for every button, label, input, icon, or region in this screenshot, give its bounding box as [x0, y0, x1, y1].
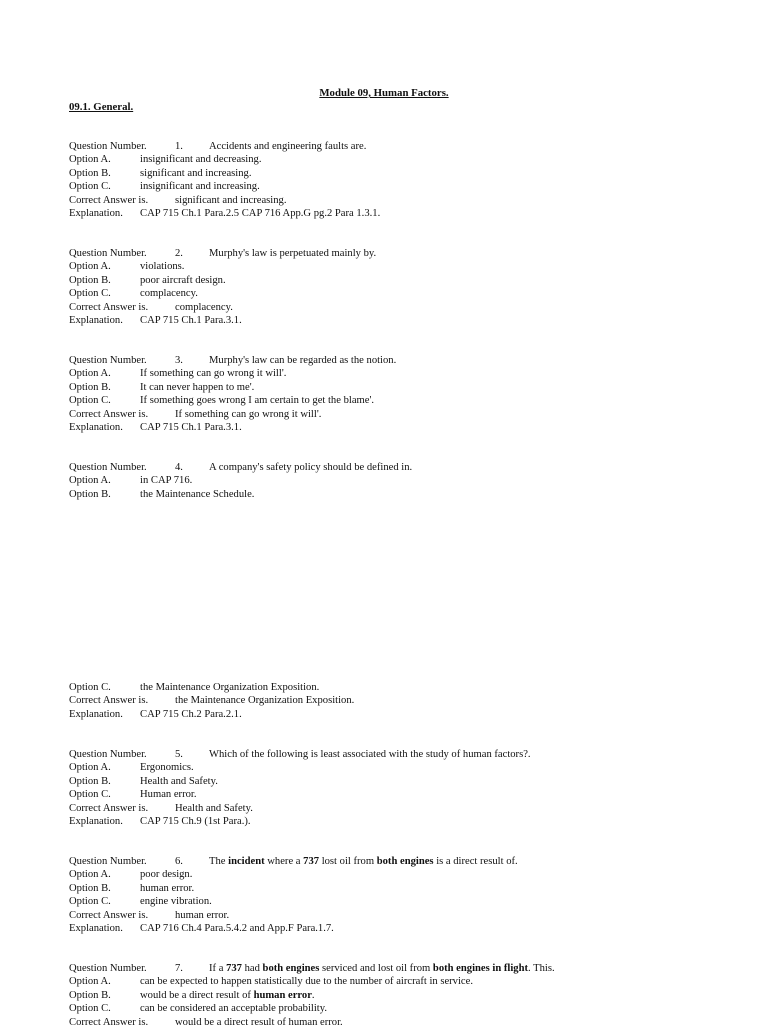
question-line	[69, 247, 709, 260]
option-a-line	[69, 868, 709, 881]
correct-answer-line	[69, 408, 709, 421]
question-6	[69, 855, 709, 935]
option-c-line	[69, 394, 709, 407]
question-line	[69, 461, 709, 474]
question-text-part: lost oil from	[319, 856, 377, 867]
option-text-bold: human error	[253, 989, 312, 1001]
option-a-text: in CAP 716.	[140, 475, 193, 487]
correct-answer-label: Correct Answer is.	[69, 695, 149, 707]
question-line	[69, 140, 709, 153]
question-text: Murphy's law is perpetuated mainly by.	[209, 248, 377, 259]
question-text: A company's safety policy should be defined in.	[209, 462, 413, 473]
question-label: Question Number.	[69, 963, 147, 974]
question-line	[69, 962, 709, 975]
option-b-text: Health and Safety.	[140, 775, 218, 787]
explanation-label: Explanation.	[69, 314, 123, 326]
option-c-text: complacency.	[140, 288, 198, 300]
option-a-label: Option A.	[69, 976, 111, 988]
correct-answer-label: Correct Answer is.	[69, 909, 149, 921]
option-a-text: Ergonomics.	[140, 762, 194, 774]
option-a-label: Option A.	[69, 475, 111, 487]
option-c-label: Option C.	[69, 682, 111, 693]
question-number: 1.	[175, 141, 183, 152]
option-a-line	[69, 367, 709, 380]
question-number: 3.	[175, 355, 183, 366]
correct-answer-text: significant and increasing.	[175, 194, 287, 206]
question-text-part: where a	[264, 856, 304, 867]
question-label: Question Number.	[69, 856, 147, 867]
option-c-label: Option C.	[69, 395, 111, 407]
question-4	[69, 461, 709, 501]
question-text	[209, 962, 555, 975]
correct-answer-label: Correct Answer is.	[69, 802, 149, 814]
explanation-label: Explanation.	[69, 421, 123, 433]
explanation-line	[69, 207, 709, 220]
correct-answer-line	[69, 301, 709, 314]
explanation-line	[69, 421, 709, 434]
correct-answer-line	[69, 802, 709, 815]
question-label: Question Number.	[69, 749, 147, 760]
option-a-text: violations.	[140, 261, 185, 273]
question-text-part: . This.	[528, 963, 555, 974]
explanation-label: Explanation.	[69, 815, 123, 827]
section-heading: 09.1. General.	[69, 101, 134, 113]
question-1	[69, 140, 709, 220]
question-label: Question Number.	[69, 141, 147, 152]
option-a-line	[69, 975, 709, 988]
option-c-label: Option C.	[69, 288, 111, 300]
question-label: Question Number.	[69, 248, 147, 259]
option-b-label: Option B.	[69, 381, 111, 393]
question-line	[69, 855, 709, 868]
option-c-line	[69, 681, 709, 694]
question-text: Accidents and engineering faults are.	[209, 141, 367, 152]
question-line	[69, 354, 709, 367]
question-number: 4.	[175, 462, 183, 473]
option-c-line	[69, 895, 709, 908]
question-4-continued	[69, 681, 709, 721]
option-b-text	[140, 989, 315, 1002]
option-b-line	[69, 989, 709, 1002]
question-5	[69, 748, 709, 828]
option-c-text: insignificant and increasing.	[140, 181, 260, 193]
question-text-part: If a	[209, 963, 227, 974]
option-c-line	[69, 788, 709, 801]
question-text	[209, 855, 518, 868]
question-number: 7.	[175, 963, 183, 974]
option-b-line	[69, 488, 709, 501]
option-c-line	[69, 1002, 709, 1015]
option-c-text: engine vibration.	[140, 896, 212, 908]
correct-answer-text: human error.	[175, 909, 230, 921]
option-c-text: can be considered an acceptable probability.	[140, 1003, 327, 1015]
option-a-text: If something can go wrong it will'.	[140, 368, 287, 380]
question-text-bold: both engines	[376, 856, 434, 867]
option-b-text: poor aircraft design.	[140, 274, 226, 286]
question-number: 5.	[175, 749, 183, 760]
question-number: 6.	[175, 856, 183, 867]
explanation-text: CAP 715 Ch.2 Para.2.1.	[140, 708, 242, 720]
correct-answer-label: Correct Answer is.	[69, 408, 149, 420]
explanation-text: CAP 716 Ch.4 Para.5.4.2 and App.F Para.1.7.	[140, 922, 334, 934]
option-text-part: would be a direct result of	[140, 989, 254, 1001]
option-c-label: Option C.	[69, 181, 111, 193]
option-c-label: Option C.	[69, 1003, 111, 1015]
option-a-line	[69, 260, 709, 273]
correct-answer-line	[69, 194, 709, 207]
option-b-label: Option B.	[69, 274, 111, 286]
option-a-line	[69, 761, 709, 774]
correct-answer-text: complacency.	[175, 301, 233, 313]
explanation-line	[69, 815, 709, 828]
question-label: Question Number.	[69, 462, 147, 473]
question-number: 2.	[175, 248, 183, 259]
correct-answer-text: If something can go wrong it will'.	[175, 408, 322, 420]
option-b-text: It can never happen to me'.	[140, 381, 255, 393]
explanation-line	[69, 708, 709, 721]
correct-answer-text: would be a direct result of human error.	[175, 1016, 343, 1026]
question-text-part: is a direct result of.	[433, 856, 518, 867]
option-b-label: Option B.	[69, 989, 111, 1001]
option-c-line	[69, 180, 709, 193]
question-text: Murphy's law can be regarded as the notion.	[209, 355, 397, 366]
option-c-text: Human error.	[140, 789, 197, 801]
correct-answer-line	[69, 694, 709, 707]
question-3	[69, 354, 709, 434]
correct-answer-line	[69, 909, 709, 922]
question-7	[69, 962, 709, 1026]
explanation-line	[69, 922, 709, 935]
option-a-text: poor design.	[140, 869, 193, 881]
explanation-text: CAP 715 Ch.1 Para.2.5 CAP 716 App.G pg.2 Para 1.3.1.	[140, 207, 381, 219]
question-line	[69, 748, 709, 761]
option-a-label: Option A.	[69, 261, 111, 273]
question-text-part: serviced and lost oil from	[319, 963, 433, 974]
option-a-line	[69, 153, 709, 166]
option-b-line	[69, 274, 709, 287]
option-b-line	[69, 381, 709, 394]
option-c-label: Option C.	[69, 896, 111, 908]
option-a-label: Option A.	[69, 762, 111, 774]
question-text-bold: 737	[226, 963, 242, 974]
explanation-text: CAP 715 Ch.1 Para.3.1.	[140, 314, 242, 326]
question-text: Which of the following is least associated with the study of human factors?.	[209, 749, 531, 760]
document-title: Module 09, Human Factors.	[319, 87, 449, 99]
option-c-line	[69, 287, 709, 300]
explanation-text: CAP 715 Ch.1 Para.3.1.	[140, 421, 242, 433]
explanation-label: Explanation.	[69, 922, 123, 934]
correct-answer-label: Correct Answer is.	[69, 301, 149, 313]
option-text-part: .	[311, 989, 315, 1001]
question-label: Question Number.	[69, 355, 147, 366]
explanation-text: CAP 715 Ch.9 (1st Para.).	[140, 815, 251, 827]
option-b-line	[69, 775, 709, 788]
option-b-text: significant and increasing.	[140, 167, 252, 179]
option-b-line	[69, 882, 709, 895]
question-text-bold: 737	[303, 856, 320, 867]
explanation-line	[69, 314, 709, 327]
option-a-text: can be expected to happen statistically due to the number of aircraft in service.	[140, 976, 473, 988]
question-text-part: had	[241, 963, 263, 974]
option-a-label: Option A.	[69, 368, 111, 380]
option-c-text: the Maintenance Organization Exposition.	[140, 682, 320, 693]
question-text-bold: both engines	[262, 963, 320, 974]
option-a-label: Option A.	[69, 869, 111, 881]
option-c-text: If something goes wrong I am certain to get the blame'.	[140, 395, 375, 407]
correct-answer-text: the Maintenance Organization Exposition.	[175, 695, 355, 707]
question-2	[69, 247, 709, 327]
option-b-text: human error.	[140, 882, 195, 894]
option-b-label: Option B.	[69, 882, 111, 894]
explanation-label: Explanation.	[69, 207, 123, 219]
option-b-line	[69, 167, 709, 180]
option-b-text: the Maintenance Schedule.	[140, 488, 255, 500]
option-a-line	[69, 474, 709, 487]
correct-answer-text: Health and Safety.	[175, 802, 253, 814]
question-text-bold: both engines in flight	[432, 963, 528, 974]
option-c-label: Option C.	[69, 789, 111, 801]
question-text-bold: incident	[228, 856, 265, 867]
option-a-label: Option A.	[69, 154, 111, 166]
option-b-label: Option B.	[69, 775, 111, 787]
option-b-label: Option B.	[69, 167, 111, 179]
correct-answer-label: Correct Answer is.	[69, 1016, 149, 1026]
explanation-label: Explanation.	[69, 708, 123, 720]
correct-answer-line	[69, 1016, 709, 1026]
option-b-label: Option B.	[69, 488, 111, 500]
question-text-part: The	[209, 856, 229, 867]
option-a-text: insignificant and decreasing.	[140, 154, 262, 166]
correct-answer-label: Correct Answer is.	[69, 194, 149, 206]
